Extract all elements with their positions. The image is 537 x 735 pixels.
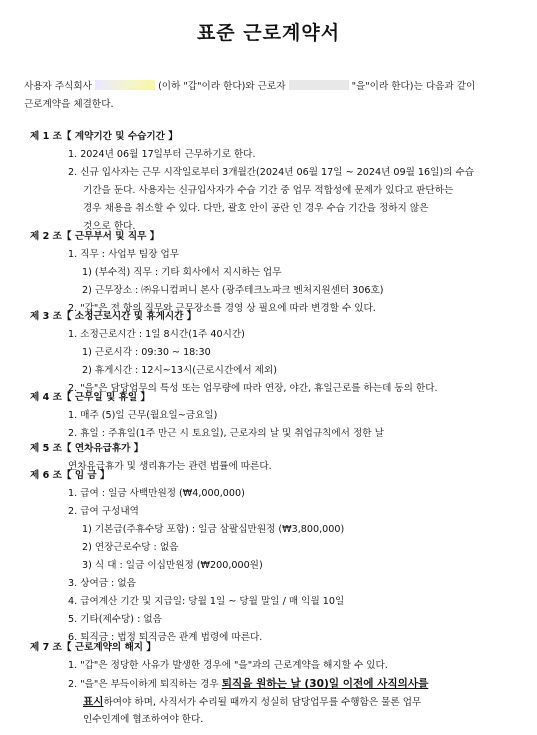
article-2-heading: 제 2 조【 근무부서 및 직무 】: [30, 231, 160, 242]
document-title: 표준 근로계약서: [196, 22, 341, 44]
article-4-item-1: 1. 매주 (5)일 근무(월요일~금요일): [68, 410, 218, 421]
article-7-heading: 제 7 조【 근로계약의 해지 】: [30, 642, 156, 653]
article-1-heading: 제 1 조【 계약기간 및 수습기간 】: [30, 131, 178, 142]
article-7-emphasis: 퇴직을 원하는 날 (30)일 이전에 사직의사를: [221, 678, 429, 690]
article-5-heading: 제 5 조【 연차유급휴가 】: [30, 443, 144, 454]
article-6-sub-3: 3) 식 대 : 일금 이십만원정 (₩200,000원): [82, 560, 263, 571]
article-1-item-2: 2. 신규 입사자는 근무 시작일로부터 3개월간(2024년 06월 17일 ~ 2024년 09월 16일)의 수습: [68, 167, 474, 178]
article-3-item-1: 1. 소정근로시간 : 1일 8시간(1주 40시간): [68, 329, 245, 340]
article-7-emphasis-2: 표시: [83, 696, 104, 708]
article-2-item-2: 2. "갑"은 전 항의 직무와 근무장소를 경영 상 필요에 따라 변경할 수 있다.: [68, 303, 376, 314]
article-6-item-2: 2. 급여 구성내역: [68, 506, 139, 517]
article-6-item-1: 1. 급여 : 일금 사백만원정 (₩4,000,000): [68, 488, 245, 499]
intro-line-2: 근로계약을 체결한다.: [24, 99, 114, 110]
article-4-item-2: 2. 휴일 : 주휴일(1주 만근 시 토요일), 근로자의 날 및 취업규칙에서 정한 날: [68, 428, 384, 439]
article-7-item-2-cont2: 인수인계에 협조하여야 한다.: [83, 714, 204, 725]
article-6-item-5: 5. 기타(제수당) : 없음: [68, 614, 162, 625]
article-7-item-2-text-2: 하여야 하며, 사직서가 수리될 때까지 성실히 담당업무를 수행함은 물론 업무: [103, 697, 422, 708]
redacted-worker-name: [289, 80, 349, 90]
article-6-item-3: 3. 상여금 : 없음: [68, 578, 136, 589]
article-7-item-1: 1. "갑"은 정당한 사유가 발생한 경우에 "을"과의 근로계약을 해지할 수 있다.: [68, 660, 388, 671]
intro-text-b: (이하 "갑"이라 한다)와 근로자: [158, 81, 286, 92]
article-1-item-2-cont2: 경우 채용을 취소할 수 있다. 다만, 괄호 안이 공란 인 경우 수습 기간을 정하지 않은: [83, 203, 429, 214]
article-6-item-4: 4. 급여계산 기간 및 지급일: 당월 1일 ~ 당월 말일 / 매 익월 10일: [68, 596, 345, 607]
article-3-sub-1: 1) 근로시각 : 09:30 ~ 18:30: [82, 347, 211, 358]
article-2-item-1: 1. 직무 : 사업부 팀장 업무: [68, 249, 180, 260]
article-5-text: 연차유급휴가 및 생리휴가는 관련 법률에 따른다.: [68, 461, 272, 472]
redacted-company-name: [95, 80, 155, 90]
intro-paragraph: [24, 78, 514, 114]
article-7-item-2-cont1: [83, 693, 421, 712]
article-1-item-2-cont1: 기간을 둔다. 사용자는 신규입사자가 수습 기간 중 업무 적합성에 문제가 있다고 판단하는: [83, 185, 454, 196]
article-7-item-2-text: 2. "을"은 부득이하게 퇴직하는 경우: [68, 679, 219, 690]
article-1-item-1: 1. 2024년 06월 17일부터 근무하기로 한다.: [68, 149, 256, 160]
article-2-sub-2: 2) 근무장소 : ㈜유니컴퍼니 본사 (광주테크노파크 벤처지원센터 306호): [82, 285, 384, 296]
article-1-item-2-cont3: 것으로 한다.: [83, 221, 136, 232]
intro-text-c: "을"이라 한다)는 다음과 같이: [351, 81, 476, 92]
article-3-item-2: 2. "을"은 담당업무의 특성 또는 업무량에 따라 연장, 야간, 휴일근로를 하는데 동의 한다.: [68, 383, 438, 394]
intro-line-1: [24, 78, 514, 96]
article-6-item-6: 6. 퇴직금 : 법정 퇴직금은 관계 법령에 따른다.: [68, 632, 263, 643]
article-7-item-2: [68, 675, 428, 694]
article-4-heading: 제 4 조【 근무일 및 휴일 】: [30, 392, 151, 403]
article-6-heading: 제 6 조【 임 금 】: [30, 470, 110, 481]
article-3-heading: 제 3 조【 소정근로시간 및 휴게시간 】: [30, 311, 197, 322]
article-3-sub-2: 2) 휴게시간 : 12시~13시(근로시간에서 제외): [82, 365, 277, 376]
article-6-sub-1: 1) 기본급(주휴수당 포함) : 일금 삼팔십만원정 (₩3,800,000): [82, 524, 345, 535]
article-2-sub-1: 1) (부수적) 직무 : 기타 회사에서 지시하는 업무: [82, 267, 282, 278]
intro-text-a: 사용자 주식회사: [24, 81, 92, 92]
article-6-sub-2: 2) 연장근로수당 : 없음: [82, 542, 179, 553]
